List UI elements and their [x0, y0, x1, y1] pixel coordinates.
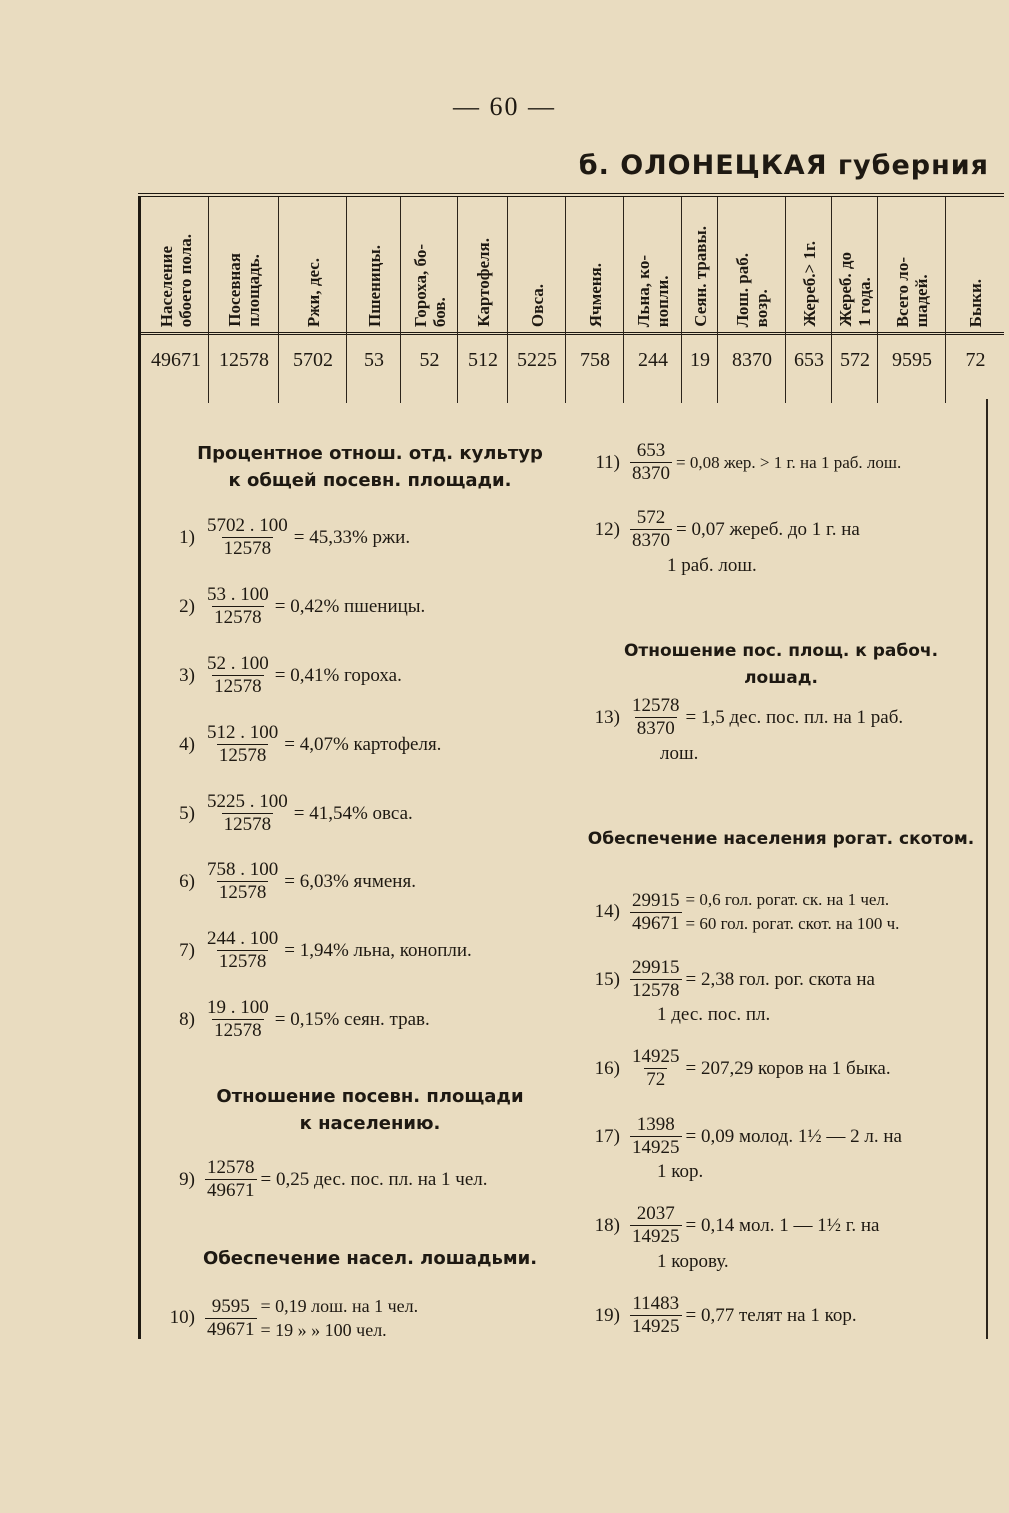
formula-item-3: 3) $\frac{52 . 100}{12578}$ = 0,41% гороха. [179, 653, 402, 697]
table-cell: 72 [965, 349, 986, 371]
column-header: Картофеля. [473, 238, 493, 327]
formula-item-13-continued: лош. [660, 743, 699, 764]
column-header: Жереб.> 1г. [799, 241, 819, 327]
section-title-area-horses: Отношение пос. площ. к рабоч. лошад. [623, 641, 939, 688]
formula-item-11: 11) $\frac{653}{8370}$ = 0,08 жер. > 1 г. на 1 раб. лош. [595, 440, 902, 484]
table-cell: 653 [794, 349, 824, 371]
formula-item-8: 8) $\frac{19 . 100}{12578}$ = 0,15% сеян. трав. [179, 997, 430, 1041]
table-column [138, 197, 211, 403]
section-title-horses: Обеспечение насел. лошадьми. [202, 1248, 538, 1269]
table-column [457, 197, 508, 403]
section-title-area-population: Отношение посевн. площади к населению. [216, 1086, 524, 1134]
table-cell: 244 [638, 349, 668, 371]
column-header: Население обоего пола. [157, 233, 195, 327]
table-column [208, 197, 279, 403]
formula-item-14: 14) $\frac{29915}{49671}$ = 0,6 гол. рогат. ск. на 1 чел. = 60 гол. рогат. скот. на 100 ч. [594, 889, 900, 934]
table-cell: 8370 [732, 349, 772, 371]
column-header: Ячменя. [585, 262, 605, 327]
formula-item-18-continued: 1 корову. [657, 1251, 729, 1272]
column-header: Быки. [966, 278, 985, 327]
column-header: Льна, ко- нопли. [634, 254, 672, 327]
table-column [623, 197, 682, 403]
formula-item-4: 4) $\frac{512 . 100}{12578}$ = 4,07% картофеля. [179, 722, 442, 766]
column-header: Ржи, дес. [303, 257, 323, 327]
table-column [507, 197, 566, 403]
table-cell: 5225 [517, 349, 557, 371]
table-column [945, 197, 1005, 403]
table-column [877, 197, 946, 403]
table-column [681, 197, 718, 403]
table-column [565, 197, 624, 403]
formula-item-17-continued: 1 кор. [657, 1161, 704, 1182]
formula-item-10: 10) $\frac{9595}{49671}$ = 0,19 лош. на 1 чел. = 19 » » 100 чел. [169, 1295, 419, 1340]
formula-item-6: 6) $\frac{758 . 100}{12578}$ = 6,03% ячменя. [179, 859, 416, 903]
formula-item-15-continued: 1 дес. пос. пл. [657, 1004, 771, 1025]
table-column [346, 197, 401, 403]
formula-item-16: 16) $\frac{14925}{72}$ = 207,29 коров на 1 быка. [594, 1046, 891, 1090]
table-cell: 572 [840, 349, 870, 371]
table-cell: 19 [690, 349, 710, 371]
table-cell: 5702 [293, 349, 333, 371]
table-cell: 758 [580, 349, 610, 371]
formula-item-17: 17) $\frac{1398}{14925}$ = 0,09 молод. 1½ — 2 л. на [594, 1114, 902, 1158]
table-column [831, 197, 878, 403]
column-header: Жереб. до 1 года. [836, 252, 874, 327]
column-header: Овса. [527, 283, 547, 327]
left-border [138, 399, 141, 1339]
table-cell: 53 [364, 349, 384, 371]
formula-item-13: 13) $\frac{12578}{8370}$ = 1,5 дес. пос. пл. на 1 раб. [594, 695, 904, 739]
formula-item-15: 15) $\frac{29915}{12578}$ = 2,38 гол. рог. скота на [594, 957, 875, 1001]
formula-item-12: 12) $\frac{572}{8370}$ = 0,07 жереб. до 1 г. на [594, 507, 860, 551]
formula-item-18: 18) $\frac{2037}{14925}$ = 0,14 мол. 1 — 1½ г. на [594, 1203, 880, 1247]
statistics-table [138, 193, 1004, 403]
column-header: Всего ло- шадей. [893, 256, 931, 327]
table-column [278, 197, 347, 403]
table-column [717, 197, 786, 403]
region-title: б. ОЛОНЕЦКАЯ губерния [578, 150, 989, 181]
section-title-crops: Процентное отнош. отд. культур к общей посевн. площади. [197, 443, 543, 491]
table-cell: 12578 [219, 349, 269, 371]
page-number: — 60 — [453, 92, 556, 121]
formula-item-5: 5) $\frac{5225 . 100}{12578}$ = 41,54% овса. [179, 791, 413, 835]
formula-item-9: 9) $\frac{12578}{49671}$ = 0,25 дес. пос. пл. на 1 чел. [179, 1157, 488, 1201]
column-header: Посевная площадь. [225, 253, 263, 327]
column-header: Гороха, бо- бов. [410, 243, 449, 327]
table-cell: 512 [468, 349, 498, 371]
table-cell: 52 [419, 349, 440, 371]
formula-item-12-continued: 1 раб. лош. [667, 555, 757, 576]
formula-item-1: 1) $\frac{5702 . 100}{12578}$ = 45,33% ржи. [179, 515, 411, 559]
section-title-cattle: Обеспечение населения рогат. скотом. [587, 829, 975, 849]
table-column [785, 197, 832, 403]
formula-item-2: 2) $\frac{53 . 100}{12578}$ = 0,42% пшеницы. [179, 584, 426, 628]
right-border [986, 399, 988, 1339]
column-header: Лош. раб. возр. [733, 252, 771, 327]
formula-item-7: 7) $\frac{244 . 100}{12578}$ = 1,94% льна, конопли. [179, 928, 472, 972]
column-header: Пшеницы. [364, 244, 384, 327]
table-cell: 9595 [892, 349, 932, 371]
formula-item-19: 19) $\frac{11483}{14925}$ = 0,77 телят на 1 кор. [594, 1293, 857, 1337]
table-cell: 49671 [151, 349, 201, 371]
table-column [400, 197, 458, 403]
column-header: Сеян. травы. [690, 226, 710, 327]
